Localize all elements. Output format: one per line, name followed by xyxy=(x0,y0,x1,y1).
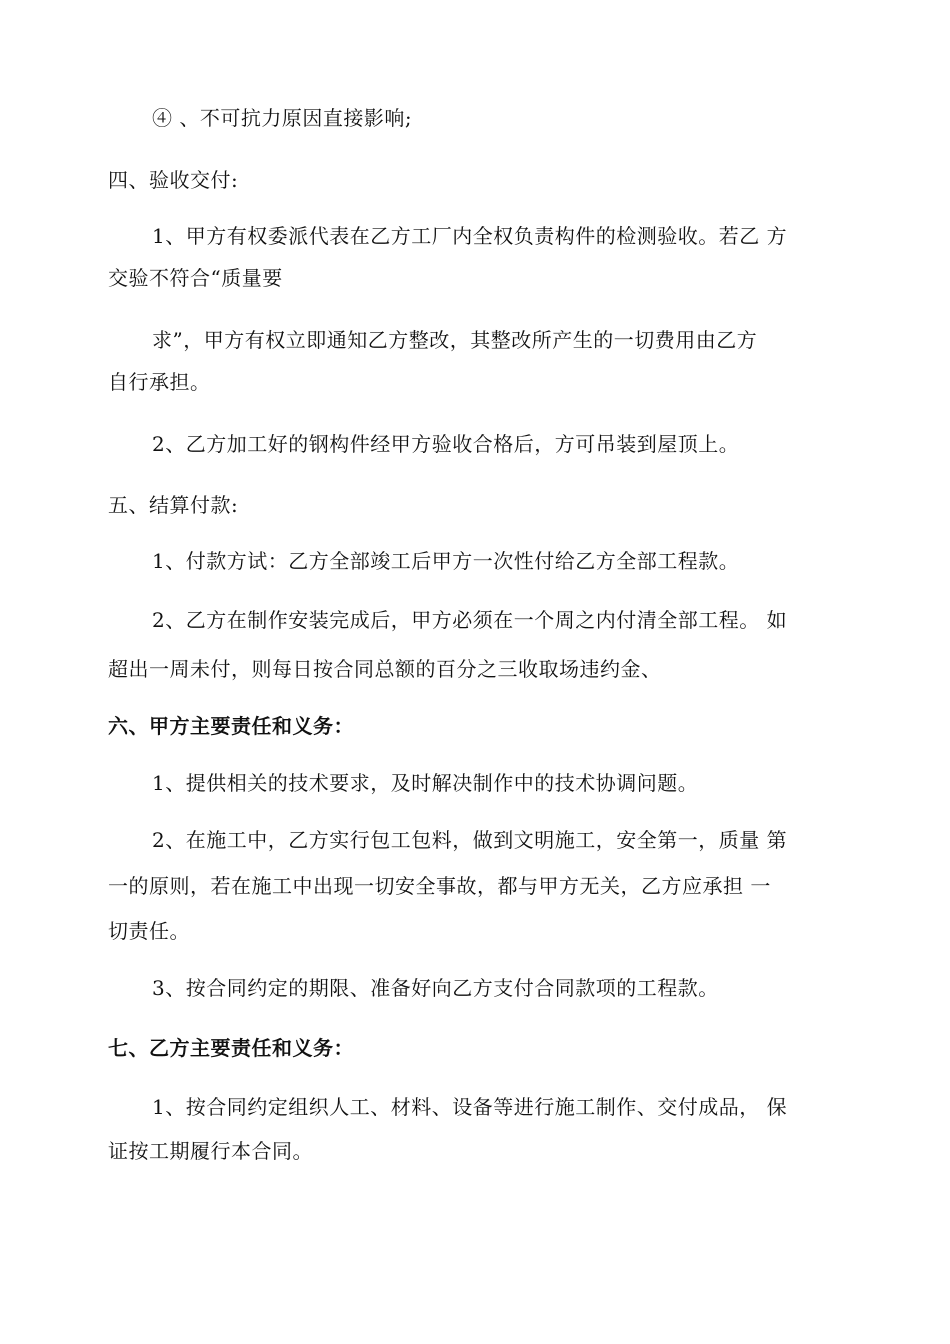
paragraph-acceptance-1-line-2: 交验不符合“质量要 xyxy=(108,266,283,290)
section-heading-party-a-duties: 六、甲方主要责任和义务： xyxy=(108,714,354,738)
paragraph-acceptance-1-line-4: 自行承担。 xyxy=(108,370,211,394)
paragraph-party-a-1: 1、提供相关的技术要求，及时解决制作中的技术协调问题。 xyxy=(152,771,699,795)
paragraph-party-a-2-line-3: 切责任。 xyxy=(108,919,190,943)
paragraph-party-a-2-line-1: 2、在施工中，乙方实行包工包料，做到文明施工，安全第一，质量 第 xyxy=(152,828,788,852)
paragraph-payment-2-line-1: 2、乙方在制作安装完成后，甲方必须在一个周之内付清全部工程。 如 xyxy=(152,608,788,632)
paragraph-acceptance-1-line-3: 求”，甲方有权立即通知乙方整改，其整改所产生的一切费用由乙方 xyxy=(152,328,758,352)
paragraph-acceptance-1-line-1: 1、甲方有权委派代表在乙方工厂内全权负责构件的检测验收。若乙 方 xyxy=(152,224,788,248)
paragraph-party-a-3: 3、按合同约定的期限、准备好向乙方支付合同款项的工程款。 xyxy=(152,976,719,1000)
section-heading-party-b-duties: 七、乙方主要责任和义务： xyxy=(108,1036,354,1060)
paragraph-party-b-1-line-1: 1、按合同约定组织人工、材料、设备等进行施工制作、交付成品， 保 xyxy=(152,1095,788,1119)
section-heading-payment: 五、结算付款: xyxy=(108,493,239,517)
list-item-force-majeure: ④ 、不可抗力原因直接影响; xyxy=(152,106,413,130)
paragraph-party-a-2-line-2: 一的原则，若在施工中出现一切安全事故，都与甲方无关，乙方应承担 一 xyxy=(108,874,771,898)
paragraph-payment-1: 1、付款方试：乙方全部竣工后甲方一次性付给乙方全部工程款。 xyxy=(152,549,740,573)
paragraph-payment-2-line-2: 超出一周未付，则每日按合同总额的百分之三收取场违约金、 xyxy=(108,657,662,681)
section-heading-acceptance: 四、验收交付: xyxy=(108,168,239,192)
paragraph-acceptance-2: 2、乙方加工好的钢构件经甲方验收合格后，方可吊装到屋顶上。 xyxy=(152,432,740,456)
paragraph-party-b-1-line-2: 证按工期履行本合同。 xyxy=(108,1139,313,1163)
